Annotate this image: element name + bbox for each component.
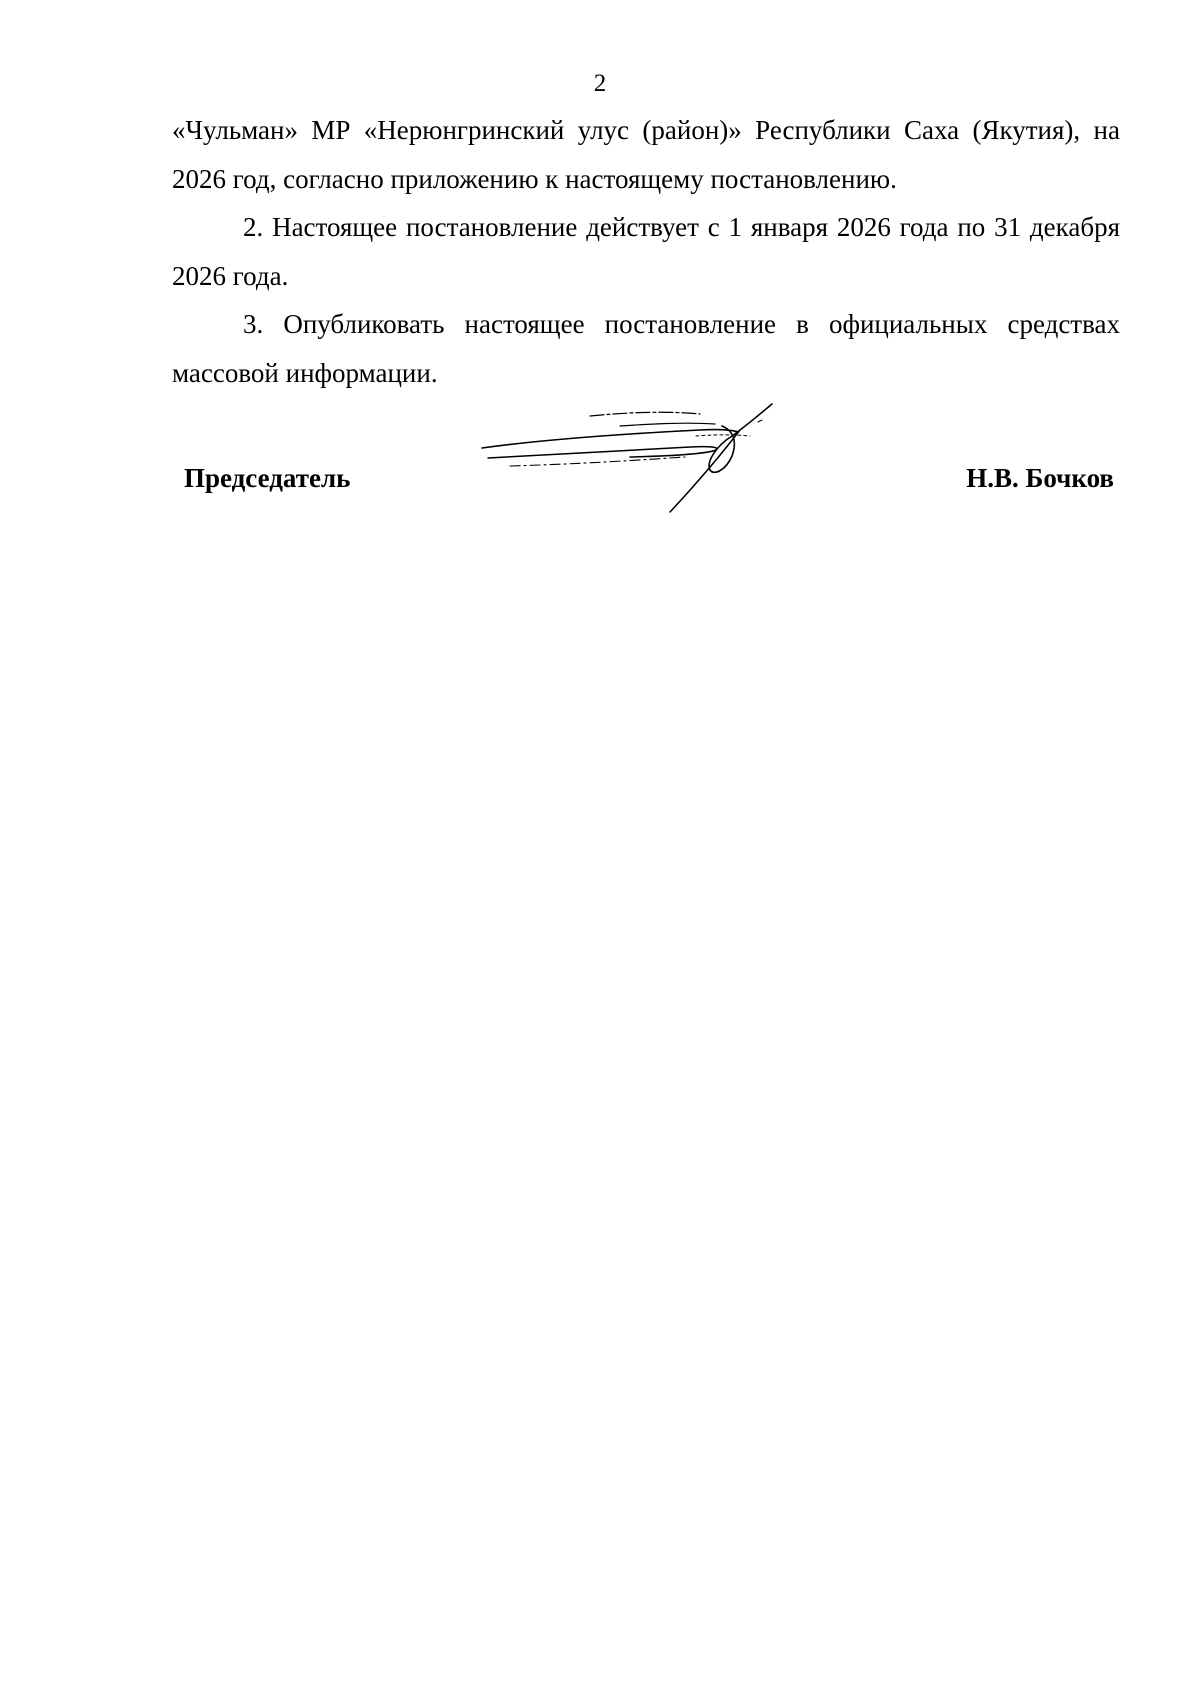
paragraph-item-2: 2. Настоящее постановление действует с 1 января 2026 года по 31 декабря 2026 года.: [172, 212, 1120, 291]
signature-stroke: [482, 430, 738, 448]
signature-stroke: [590, 412, 700, 416]
signature-stroke: [510, 457, 685, 466]
signature-stroke: [696, 435, 750, 436]
paragraph-item-3: 3. Опубликовать настоящее постановление в официальных средствах массовой информации.: [172, 309, 1120, 388]
signature-stroke: [758, 420, 762, 422]
signature-block: [0, 400, 1200, 520]
signatory-title: Председатель: [184, 463, 351, 493]
signature-stroke: [670, 430, 740, 512]
signature-stroke: [709, 404, 772, 472]
handwritten-signature: [470, 400, 790, 515]
page-number: 2: [593, 70, 607, 97]
signature-stroke: [488, 447, 717, 458]
signatory-name: Н.В. Бочков: [966, 463, 1114, 493]
document-body: [172, 106, 1120, 397]
signature-stroke: [620, 423, 715, 426]
paragraph-continuation: «Чульман» МР «Нерюнгринский улус (район)» Республики Саха (Якутия), на 2026 год, согласно приложению к настоящему постановлению.: [172, 115, 1120, 194]
